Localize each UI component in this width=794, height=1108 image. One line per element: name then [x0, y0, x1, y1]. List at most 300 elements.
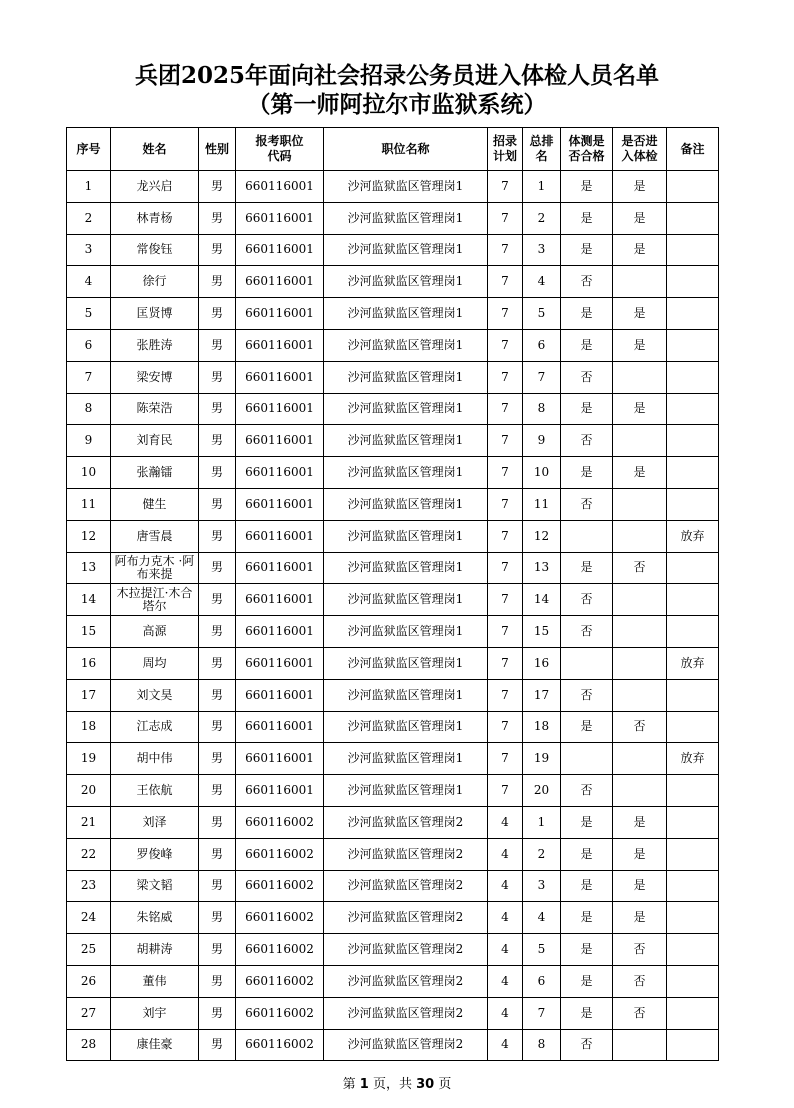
cell-exam: [613, 1029, 667, 1061]
cell-name: 周均: [111, 647, 199, 679]
cell-plan: 7: [488, 552, 523, 584]
cell-plan: 4: [488, 997, 523, 1029]
cell-name: 林青杨: [111, 202, 199, 234]
cell-code: 660116001: [236, 616, 324, 648]
footer-total-pages: 30: [416, 1077, 435, 1092]
cell-code: 660116001: [236, 298, 324, 330]
cell-no: 18: [67, 711, 111, 743]
cell-rank: 1: [523, 171, 561, 203]
cell-no: 5: [67, 298, 111, 330]
cell-note: [667, 393, 719, 425]
table-row: [67, 743, 719, 775]
candidate-table: [66, 127, 719, 1061]
cell-exam: 是: [613, 457, 667, 489]
cell-pass: 是: [561, 806, 613, 838]
cell-pass: 是: [561, 552, 613, 584]
header-exam-line1: 是否进: [621, 134, 658, 148]
cell-code: 660116001: [236, 679, 324, 711]
cell-gender: 男: [199, 520, 236, 552]
table-header-row: [67, 128, 719, 171]
cell-exam: 是: [613, 298, 667, 330]
cell-gender: 男: [199, 775, 236, 807]
cell-code: 660116001: [236, 711, 324, 743]
cell-exam: [613, 584, 667, 616]
footer-middle: 页，共: [368, 1077, 417, 1092]
cell-position: 沙河监狱监区管理岗1: [324, 298, 488, 330]
cell-pass: 否: [561, 266, 613, 298]
cell-code: 660116002: [236, 806, 324, 838]
table-row: [67, 298, 719, 330]
cell-gender: 男: [199, 679, 236, 711]
cell-note: [667, 934, 719, 966]
cell-pass: 是: [561, 457, 613, 489]
header-plan: [488, 128, 523, 171]
cell-code: 660116001: [236, 393, 324, 425]
cell-gender: 男: [199, 616, 236, 648]
cell-code: 660116001: [236, 775, 324, 807]
cell-position: 沙河监狱监区管理岗2: [324, 870, 488, 902]
cell-rank: 18: [523, 711, 561, 743]
cell-plan: 7: [488, 775, 523, 807]
cell-note: [667, 965, 719, 997]
cell-note: [667, 616, 719, 648]
cell-position: 沙河监狱监区管理岗1: [324, 616, 488, 648]
cell-code: 660116001: [236, 425, 324, 457]
header-rank-line2: 名: [535, 149, 548, 163]
cell-pass: 否: [561, 361, 613, 393]
cell-code: 660116001: [236, 361, 324, 393]
cell-exam: 否: [613, 965, 667, 997]
footer-page-number: 1: [359, 1077, 369, 1092]
cell-plan: 7: [488, 234, 523, 266]
cell-pass: 是: [561, 711, 613, 743]
cell-code: 660116001: [236, 171, 324, 203]
cell-code: 660116002: [236, 965, 324, 997]
cell-note: 放弃: [667, 647, 719, 679]
cell-rank: 7: [523, 361, 561, 393]
cell-position: 沙河监狱监区管理岗1: [324, 202, 488, 234]
cell-note: [667, 361, 719, 393]
cell-no: 4: [67, 266, 111, 298]
cell-no: 6: [67, 329, 111, 361]
cell-gender: 男: [199, 902, 236, 934]
cell-exam: [613, 266, 667, 298]
cell-position: 沙河监狱监区管理岗1: [324, 679, 488, 711]
cell-plan: 4: [488, 1029, 523, 1061]
cell-plan: 7: [488, 361, 523, 393]
cell-name: 常俊钰: [111, 234, 199, 266]
cell-exam: [613, 361, 667, 393]
cell-gender: 男: [199, 234, 236, 266]
cell-exam: 是: [613, 202, 667, 234]
cell-plan: 7: [488, 266, 523, 298]
cell-name: 董伟: [111, 965, 199, 997]
cell-plan: 4: [488, 838, 523, 870]
cell-position: 沙河监狱监区管理岗1: [324, 775, 488, 807]
cell-name: 唐雪晨: [111, 520, 199, 552]
cell-name: 刘育民: [111, 425, 199, 457]
cell-gender: 男: [199, 171, 236, 203]
cell-position: 沙河监狱监区管理岗2: [324, 806, 488, 838]
cell-no: 19: [67, 743, 111, 775]
cell-exam: 是: [613, 902, 667, 934]
cell-rank: 7: [523, 997, 561, 1029]
cell-code: 660116001: [236, 647, 324, 679]
cell-gender: 男: [199, 997, 236, 1029]
cell-name: 朱铭威: [111, 902, 199, 934]
cell-plan: 7: [488, 647, 523, 679]
cell-no: 21: [67, 806, 111, 838]
cell-code: 660116002: [236, 997, 324, 1029]
cell-plan: 7: [488, 457, 523, 489]
table-row: [67, 361, 719, 393]
cell-name: 王依航: [111, 775, 199, 807]
cell-pass: 是: [561, 934, 613, 966]
cell-position: 沙河监狱监区管理岗1: [324, 552, 488, 584]
cell-name: 康佳豪: [111, 1029, 199, 1061]
cell-exam: 是: [613, 838, 667, 870]
cell-position: 沙河监狱监区管理岗1: [324, 520, 488, 552]
cell-pass: 是: [561, 298, 613, 330]
cell-name: 罗俊峰: [111, 838, 199, 870]
cell-plan: 7: [488, 329, 523, 361]
table-row: [67, 838, 719, 870]
cell-plan: 7: [488, 743, 523, 775]
cell-pass: 否: [561, 425, 613, 457]
cell-code: 660116002: [236, 838, 324, 870]
footer-suffix: 页: [434, 1077, 452, 1092]
cell-gender: 男: [199, 457, 236, 489]
cell-no: 11: [67, 488, 111, 520]
cell-rank: 1: [523, 806, 561, 838]
cell-pass: [561, 520, 613, 552]
cell-exam: 是: [613, 329, 667, 361]
cell-gender: 男: [199, 361, 236, 393]
table-row: [67, 234, 719, 266]
cell-code: 660116001: [236, 234, 324, 266]
cell-pass: 否: [561, 488, 613, 520]
cell-position: 沙河监狱监区管理岗1: [324, 488, 488, 520]
cell-note: [667, 584, 719, 616]
cell-rank: 10: [523, 457, 561, 489]
cell-position: 沙河监狱监区管理岗2: [324, 902, 488, 934]
header-pass-line1: 体测是: [568, 134, 605, 148]
cell-rank: 6: [523, 329, 561, 361]
table-row: [67, 647, 719, 679]
cell-pass: 是: [561, 997, 613, 1029]
table-row: [67, 1029, 719, 1061]
header-position: 职位名称: [324, 128, 488, 171]
cell-position: 沙河监狱监区管理岗2: [324, 997, 488, 1029]
cell-plan: 7: [488, 616, 523, 648]
cell-note: [667, 202, 719, 234]
cell-rank: 5: [523, 298, 561, 330]
cell-rank: 14: [523, 584, 561, 616]
cell-rank: 4: [523, 902, 561, 934]
document-subtitle: （第一师阿拉尔市监狱系统）: [247, 91, 547, 118]
cell-plan: 7: [488, 298, 523, 330]
cell-no: 14: [67, 584, 111, 616]
table-row: [67, 679, 719, 711]
cell-note: [667, 997, 719, 1029]
header-exam-line2: 入体检: [621, 149, 658, 163]
cell-position: 沙河监狱监区管理岗1: [324, 584, 488, 616]
cell-gender: 男: [199, 806, 236, 838]
cell-note: 放弃: [667, 743, 719, 775]
cell-rank: 12: [523, 520, 561, 552]
cell-pass: 是: [561, 838, 613, 870]
cell-name: 匡贤博: [111, 298, 199, 330]
cell-no: 13: [67, 552, 111, 584]
cell-note: [667, 806, 719, 838]
cell-position: 沙河监狱监区管理岗1: [324, 457, 488, 489]
cell-no: 17: [67, 679, 111, 711]
cell-note: [667, 457, 719, 489]
header-exam: [613, 128, 667, 171]
cell-no: 2: [67, 202, 111, 234]
cell-code: 660116001: [236, 520, 324, 552]
cell-code: 660116001: [236, 552, 324, 584]
header-pass-line2: 否合格: [568, 149, 605, 163]
cell-gender: 男: [199, 711, 236, 743]
cell-pass: 否: [561, 584, 613, 616]
cell-no: 1: [67, 171, 111, 203]
cell-code: 660116001: [236, 457, 324, 489]
cell-name: 龙兴启: [111, 171, 199, 203]
cell-pass: 是: [561, 902, 613, 934]
cell-pass: 否: [561, 775, 613, 807]
cell-position: 沙河监狱监区管理岗1: [324, 647, 488, 679]
cell-pass: 是: [561, 171, 613, 203]
header-plan-line2: 计划: [492, 149, 517, 163]
cell-code: 660116002: [236, 1029, 324, 1061]
cell-exam: [613, 520, 667, 552]
table-row: [67, 202, 719, 234]
cell-rank: 2: [523, 202, 561, 234]
cell-rank: 3: [523, 870, 561, 902]
cell-name: 阿布力克木 ·阿布来提: [111, 552, 199, 584]
table-row: [67, 775, 719, 807]
cell-gender: 男: [199, 488, 236, 520]
table-row: [67, 584, 719, 616]
cell-pass: 否: [561, 679, 613, 711]
cell-gender: 男: [199, 552, 236, 584]
cell-gender: 男: [199, 202, 236, 234]
cell-no: 8: [67, 393, 111, 425]
page-footer: [0, 1073, 794, 1092]
cell-plan: 7: [488, 393, 523, 425]
cell-rank: 20: [523, 775, 561, 807]
cell-position: 沙河监狱监区管理岗1: [324, 743, 488, 775]
table-row: [67, 616, 719, 648]
footer-prefix: 第: [342, 1077, 360, 1092]
cell-plan: 4: [488, 934, 523, 966]
cell-no: 27: [67, 997, 111, 1029]
header-rank-line1: 总排: [529, 134, 554, 148]
cell-position: 沙河监狱监区管理岗2: [324, 965, 488, 997]
cell-note: [667, 775, 719, 807]
cell-no: 26: [67, 965, 111, 997]
cell-pass: 是: [561, 329, 613, 361]
cell-position: 沙河监狱监区管理岗1: [324, 711, 488, 743]
cell-note: [667, 902, 719, 934]
cell-rank: 6: [523, 965, 561, 997]
cell-gender: 男: [199, 298, 236, 330]
cell-code: 660116001: [236, 743, 324, 775]
cell-exam: [613, 488, 667, 520]
cell-plan: 7: [488, 425, 523, 457]
cell-rank: 8: [523, 1029, 561, 1061]
cell-exam: 是: [613, 393, 667, 425]
table-row: [67, 806, 719, 838]
cell-rank: 3: [523, 234, 561, 266]
cell-position: 沙河监狱监区管理岗2: [324, 934, 488, 966]
cell-plan: 7: [488, 520, 523, 552]
cell-plan: 7: [488, 711, 523, 743]
cell-no: 7: [67, 361, 111, 393]
cell-no: 23: [67, 870, 111, 902]
cell-exam: 否: [613, 711, 667, 743]
cell-gender: 男: [199, 425, 236, 457]
cell-rank: 8: [523, 393, 561, 425]
cell-note: [667, 425, 719, 457]
cell-rank: 19: [523, 743, 561, 775]
table-row: [67, 934, 719, 966]
cell-gender: 男: [199, 1029, 236, 1061]
cell-position: 沙河监狱监区管理岗1: [324, 234, 488, 266]
cell-no: 25: [67, 934, 111, 966]
cell-note: [667, 266, 719, 298]
cell-no: 24: [67, 902, 111, 934]
cell-code: 660116002: [236, 870, 324, 902]
cell-name: 刘宇: [111, 997, 199, 1029]
cell-exam: 是: [613, 806, 667, 838]
cell-exam: 否: [613, 552, 667, 584]
cell-exam: 是: [613, 171, 667, 203]
cell-rank: 15: [523, 616, 561, 648]
cell-plan: 4: [488, 902, 523, 934]
cell-name: 张胜涛: [111, 329, 199, 361]
cell-plan: 7: [488, 202, 523, 234]
cell-gender: 男: [199, 647, 236, 679]
cell-name: 梁安博: [111, 361, 199, 393]
cell-plan: 7: [488, 679, 523, 711]
cell-position: 沙河监狱监区管理岗1: [324, 329, 488, 361]
table-row: [67, 329, 719, 361]
header-name: 姓名: [111, 128, 199, 171]
cell-gender: 男: [199, 393, 236, 425]
cell-position: 沙河监狱监区管理岗1: [324, 393, 488, 425]
cell-gender: 男: [199, 838, 236, 870]
cell-code: 660116002: [236, 934, 324, 966]
cell-gender: 男: [199, 870, 236, 902]
table-row: [67, 997, 719, 1029]
cell-note: [667, 552, 719, 584]
header-note: 备注: [667, 128, 719, 171]
cell-rank: 16: [523, 647, 561, 679]
document-title: 兵团2025年面向社会招录公务员进入体检人员名单: [134, 62, 659, 89]
cell-name: 胡中伟: [111, 743, 199, 775]
cell-no: 3: [67, 234, 111, 266]
header-rank: [523, 128, 561, 171]
cell-no: 22: [67, 838, 111, 870]
cell-name: 高源: [111, 616, 199, 648]
cell-gender: 男: [199, 584, 236, 616]
cell-name: 胡耕涛: [111, 934, 199, 966]
cell-name: 梁文韬: [111, 870, 199, 902]
cell-pass: [561, 743, 613, 775]
cell-pass: 是: [561, 870, 613, 902]
table-body: [67, 171, 719, 1061]
header-no: 序号: [67, 128, 111, 171]
table-row: [67, 488, 719, 520]
cell-plan: 7: [488, 171, 523, 203]
cell-no: 10: [67, 457, 111, 489]
cell-pass: 否: [561, 1029, 613, 1061]
cell-note: [667, 171, 719, 203]
cell-note: 放弃: [667, 520, 719, 552]
header-plan-line1: 招录: [492, 134, 517, 148]
cell-note: [667, 711, 719, 743]
cell-no: 9: [67, 425, 111, 457]
cell-name: 陈荣浩: [111, 393, 199, 425]
cell-name: 徐行: [111, 266, 199, 298]
table-row: [67, 902, 719, 934]
cell-code: 660116001: [236, 329, 324, 361]
header-code-line1: 报考职位: [255, 134, 304, 148]
cell-position: 沙河监狱监区管理岗1: [324, 361, 488, 393]
cell-code: 660116002: [236, 902, 324, 934]
cell-note: [667, 234, 719, 266]
cell-plan: 4: [488, 965, 523, 997]
cell-note: [667, 298, 719, 330]
table-row: [67, 552, 719, 584]
cell-rank: 17: [523, 679, 561, 711]
cell-name: 张瀚镭: [111, 457, 199, 489]
cell-gender: 男: [199, 266, 236, 298]
table-row: [67, 393, 719, 425]
header-code-line2: 代码: [267, 149, 292, 163]
table-row: [67, 870, 719, 902]
table-row: [67, 425, 719, 457]
cell-no: 12: [67, 520, 111, 552]
cell-pass: 否: [561, 616, 613, 648]
cell-code: 660116001: [236, 202, 324, 234]
cell-no: 28: [67, 1029, 111, 1061]
cell-exam: 否: [613, 997, 667, 1029]
cell-no: 16: [67, 647, 111, 679]
table-row: [67, 171, 719, 203]
cell-note: [667, 1029, 719, 1061]
header-gender: 性别: [199, 128, 236, 171]
table-row: [67, 711, 719, 743]
cell-no: 20: [67, 775, 111, 807]
cell-name: 刘文昊: [111, 679, 199, 711]
table-row: [67, 266, 719, 298]
cell-code: 660116001: [236, 584, 324, 616]
cell-position: 沙河监狱监区管理岗2: [324, 838, 488, 870]
cell-code: 660116001: [236, 266, 324, 298]
cell-code: 660116001: [236, 488, 324, 520]
cell-rank: 11: [523, 488, 561, 520]
header-code: [236, 128, 324, 171]
cell-gender: 男: [199, 743, 236, 775]
cell-pass: 是: [561, 234, 613, 266]
cell-name: 健生: [111, 488, 199, 520]
cell-pass: 是: [561, 202, 613, 234]
cell-no: 15: [67, 616, 111, 648]
cell-rank: 5: [523, 934, 561, 966]
